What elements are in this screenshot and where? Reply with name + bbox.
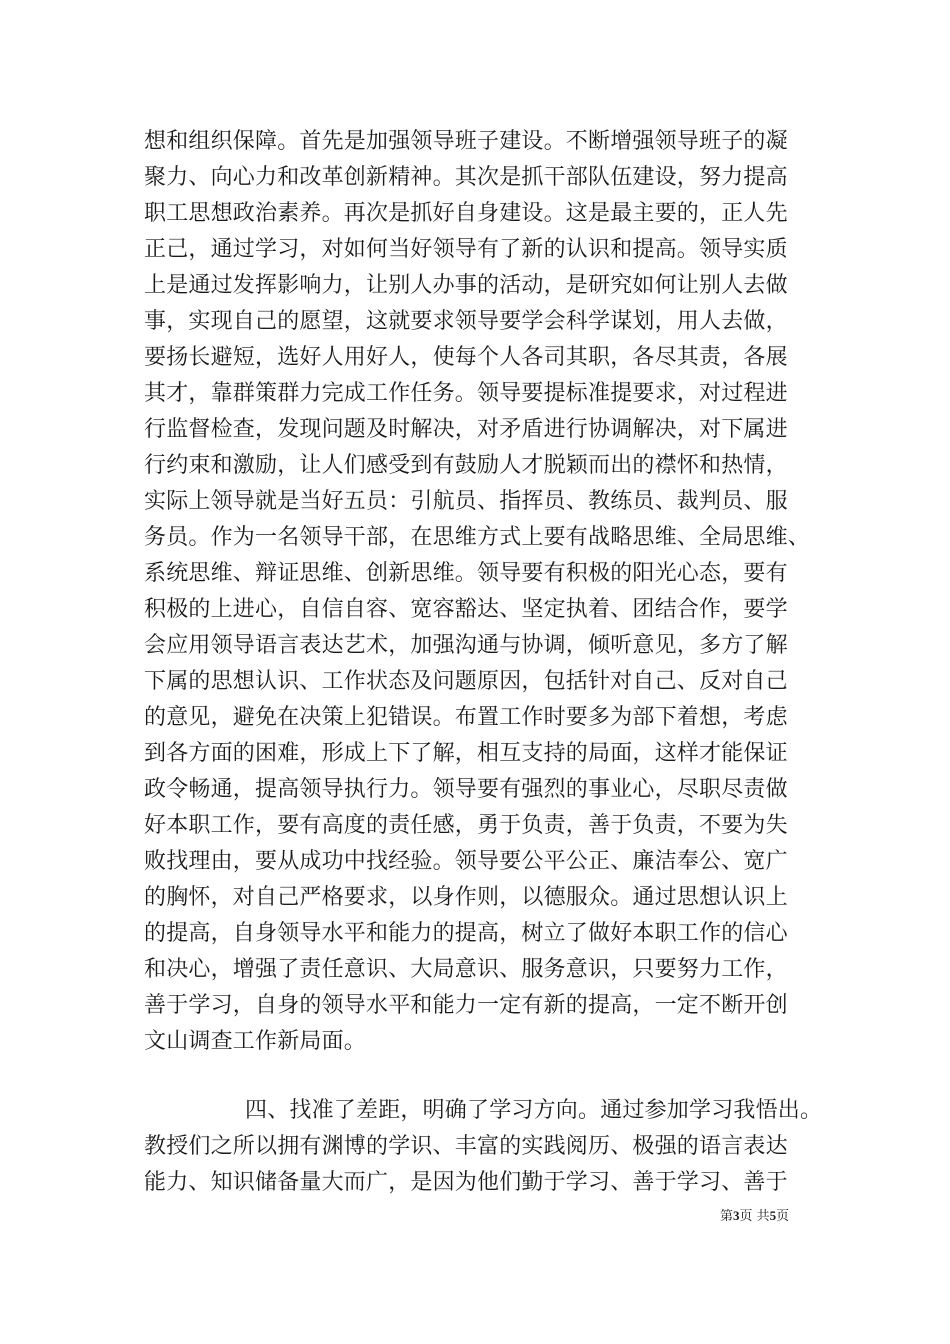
text-line: 积极的上进心，自信自容、宽容豁达、坚定执着、团结合作，要学 xyxy=(144,597,788,622)
footer-middle: 页 共 xyxy=(739,1209,770,1224)
text-line: 事，实现自己的愿望，这就要求领导要学会科学谋划，用人去做， xyxy=(144,309,788,334)
text-line: 聚力、向心力和改革创新精神。其次是抓干部队伍建设，努力提高 xyxy=(144,165,788,190)
text-line: 的胸怀，对自己严格要求，以身作则，以德服众。通过思想认识上 xyxy=(144,885,788,910)
page-number-footer xyxy=(720,1208,789,1225)
text-line: 行约束和激励，让人们感受到有鼓励人才脱颖而出的襟怀和热情， xyxy=(144,453,788,478)
text-line: 政令畅通，提高领导执行力。领导要有强烈的事业心，尽职尽责做 xyxy=(144,777,788,802)
text-line: 文山调查工作新局面。 xyxy=(144,1029,367,1054)
paragraph-2 xyxy=(144,1093,823,1201)
text-line: 善于学习，自身的领导水平和能力一定有新的提高，一定不断开创 xyxy=(144,993,788,1018)
text-line: 行监督检查，发现问题及时解决，对矛盾进行协调解决，对下属进 xyxy=(144,417,788,442)
text-line: 想和组织保障。首先是加强领导班子建设。不断增强领导班子的凝 xyxy=(144,129,788,154)
text-line: 的意见，避免在决策上犯错误。布置工作时要多为部下着想，考虑 xyxy=(144,705,788,730)
text-line: 务员。作为一名领导干部，在思维方式上要有战略思维、全局思维、 xyxy=(144,525,811,550)
text-line: 好本职工作，要有高度的责任感，勇于负责，善于负责，不要为失 xyxy=(144,813,788,838)
text-line: 到各方面的困难，形成上下了解，相互支持的局面，这样才能保证 xyxy=(144,741,788,766)
text-line: 教授们之所以拥有渊博的学识、丰富的实践阅历、极强的语言表达 xyxy=(144,1134,788,1159)
text-line: 的提高，自身领导水平和能力的提高，树立了做好本职工作的信心 xyxy=(144,921,788,946)
text-line: 正己，通过学习，对如何当好领导有了新的认识和提高。领导实质 xyxy=(144,237,788,262)
text-line: 其才，靠群策群力完成工作任务。领导要提标准提要求，对过程进 xyxy=(144,381,788,406)
total-pages-number: 5 xyxy=(769,1208,777,1223)
footer-prefix: 第 xyxy=(720,1209,734,1224)
text-line: 职工思想政治素养。再次是抓好自身建设。这是最主要的，正人先 xyxy=(144,201,788,226)
footer-suffix: 页 xyxy=(776,1209,790,1224)
text-line: 和决心，增强了责任意识、大局意识、服务意识，只要努力工作， xyxy=(144,957,788,982)
text-line: 要扬长避短，选好人用好人，使每个人各司其职，各尽其责，各展 xyxy=(144,345,788,370)
text-line: 系统思维、辩证思维、创新思维。领导要有积极的阳光心态，要有 xyxy=(144,561,788,586)
text-line: 会应用领导语言表达艺术，加强沟通与协调，倾听意见，多方了解 xyxy=(144,633,788,658)
text-line: 上是通过发挥影响力，让别人办事的活动，是研究如何让别人去做 xyxy=(144,273,788,298)
current-page-number: 3 xyxy=(733,1208,740,1223)
text-line: 下属的思想认识、工作状态及问题原因，包括针对自己、反对自己 xyxy=(144,669,788,694)
text-line: 四、找准了差距，明确了学习方向。通过参加学习我悟出。 xyxy=(245,1098,823,1123)
paragraph-1 xyxy=(144,124,811,1060)
text-line: 实际上领导就是当好五员：引航员、指挥员、教练员、裁判员、服 xyxy=(144,489,788,514)
text-line: 败找理由，要从成功中找经验。领导要公平公正、廉洁奉公、宽广 xyxy=(144,849,788,874)
text-line: 能力、知识储备量大而广，是因为他们勤于学习、善于学习、善于 xyxy=(144,1170,788,1195)
